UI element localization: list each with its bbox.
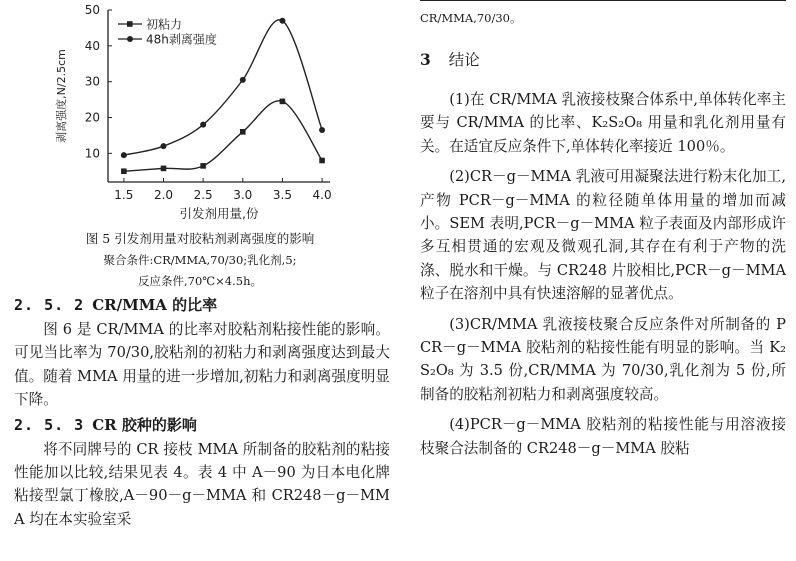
conclusion-1: (1)在 CR/MMA 乳液接枝聚合体系中,单体转化率主要与 CR/MMA 的比率、K₂S₂O₈ 用量和乳化剂用量有关。在适宜反应条件下,单体转化率接近 100％。 xyxy=(420,91,786,155)
x-tick-label: 4.0 xyxy=(312,188,332,202)
legend-label: 48h剥离强度 xyxy=(146,32,217,47)
data-point-square xyxy=(161,166,167,172)
data-point-circle xyxy=(200,122,206,128)
heading-number: 2. 5. 2 xyxy=(14,296,85,314)
conclusion-2: (2)CR－g－MMA 乳液可用凝聚法进行粉末化加工,产物 PCR－g－MMA 的粒径随单体用量的增加而减小。SEM 表明,PCR－g－MMA 粒子表面及内部形成许多互相贯通的宏观及微观孔洞,其存在有利于产物的洗涤、脱水和干燥。与 CR248 片胶相比,PCR－g－MMA 粒子在溶剂中具有快速溶解的显著优点。 xyxy=(420,168,786,303)
data-point-circle xyxy=(121,152,127,158)
section-heading-conclusion xyxy=(420,48,480,70)
section-number: 3 xyxy=(420,50,431,69)
heading-number: 2. 5. 3 xyxy=(14,415,85,434)
data-point-circle xyxy=(240,77,246,83)
y-tick-label: 30 xyxy=(84,74,100,89)
left-column xyxy=(14,292,390,531)
x-tick-label: 2.5 xyxy=(193,188,213,202)
data-point-circle xyxy=(319,127,325,133)
table-rule xyxy=(420,0,786,1)
data-point-square xyxy=(240,129,246,135)
heading-text: CR 胶种的影响 xyxy=(92,415,197,434)
x-tick-label: 3.0 xyxy=(233,188,253,202)
line-chart-svg xyxy=(40,0,360,228)
x-tick-label: 3.5 xyxy=(272,188,292,202)
y-tick-label: 50 xyxy=(84,3,100,17)
section-title: 结论 xyxy=(448,51,480,69)
x-axis-label: 引发剂用量,份 xyxy=(179,206,259,221)
data-point-square xyxy=(319,158,325,164)
heading-2-5-3 xyxy=(14,412,390,438)
x-tick-label: 1.5 xyxy=(114,188,134,202)
legend-marker-square xyxy=(127,21,133,27)
paragraph-ratio: 图 6 是 CR/MMA 的比率对胶粘剂粘接性能的影响。可见当比率为 70/30,胶粘剂的初粘力和剥离强度达到最大值。随着 MMA 用量的进一步增加,初粘力和剥离强度明显下降。 xyxy=(14,321,390,409)
data-point-square xyxy=(121,168,127,174)
conclusion-4: (4)PCR－g－MMA 胶粘剂的粘接性能与用溶液接枝聚合法制备的 CR248－g－MMA 胶粘 xyxy=(420,416,786,457)
y-tick-label: 40 xyxy=(84,38,100,53)
heading-text: CR/MMA 的比率 xyxy=(92,296,218,314)
figure-5-chart xyxy=(40,0,360,228)
y-axis-label: 剥离强度,N/2.5cm xyxy=(55,49,68,143)
figure-condition-1: 聚合条件:CR/MMA,70/30;乳化剂,5; xyxy=(103,253,297,267)
legend-marker-circle xyxy=(127,36,133,42)
data-point-square xyxy=(280,99,286,105)
data-point-square xyxy=(200,163,206,169)
x-tick-label: 2.0 xyxy=(153,188,174,202)
y-tick-label: 10 xyxy=(84,146,100,161)
table-caption-fragment: CR/MMA,70/30。 xyxy=(420,11,522,25)
figure-caption: 图 5 引发剂用量对胶粘剂剥离强度的影响 xyxy=(85,231,315,246)
paragraph-cr-type: 将不同牌号的 CR 接枝 MMA 所制备的胶粘剂的粘接性能加以比较,结果见表 4。表 4 中 A－90 为日本电化牌粘接型氯丁橡胶,A－90－g－MMA 和 CR248－g－MMA 均在本实验室采 xyxy=(14,440,390,528)
legend-label: 初粘力 xyxy=(146,17,183,32)
heading-2-5-2 xyxy=(14,292,390,318)
data-point-circle xyxy=(161,143,167,149)
y-tick-label: 20 xyxy=(84,110,100,125)
figure-condition-2: 反应条件,70℃×4.5h。 xyxy=(138,274,262,288)
conclusion-3: (3)CR/MMA 乳液接枝聚合反应条件对所制备的 PCR－g－MMA 胶粘剂的粘接性能有明显的影响。当 K₂S₂O₈ 为 3.5 份,CR/MMA 为 70/30,乳化剂为 5 份,所制备的胶粘剂初粘力和剥离强度较高。 xyxy=(420,315,786,403)
series-line-1 xyxy=(124,101,322,171)
conclusion-body xyxy=(420,88,786,460)
data-point-circle xyxy=(279,18,285,24)
